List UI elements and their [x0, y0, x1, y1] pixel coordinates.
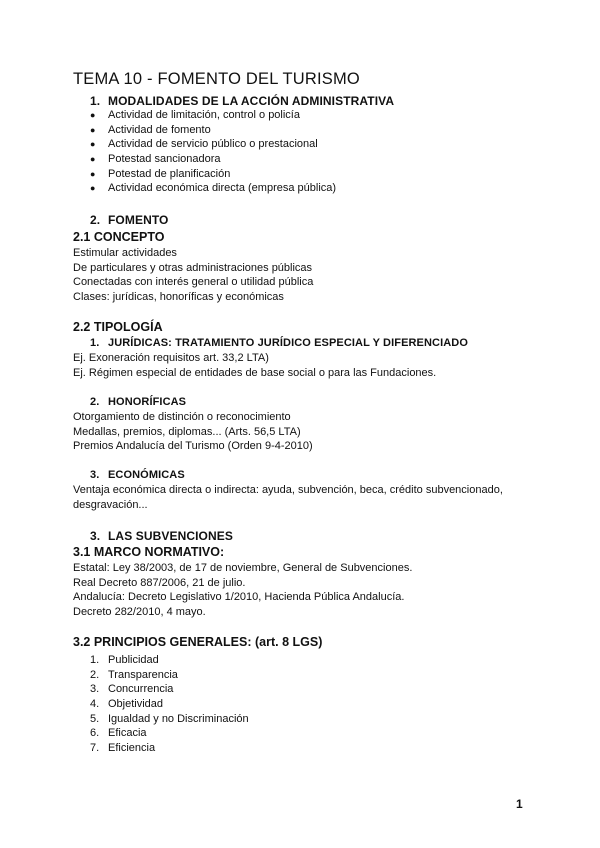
list-item: ● Actividad de fomento: [90, 123, 211, 136]
list-item: 6. Eficacia: [90, 727, 147, 740]
section-2-title: FOMENTO: [108, 213, 169, 227]
marco-normativo-text: Estatal: Ley 38/2003, de 17 de noviembre, General de Subvenciones. Real Decreto 887/2006, 21 de julio. Andalucía: Decreto Legislativo 1/2010, Hacienda Pública Andalucía. Decreto 282/2010, 4 mayo.: [73, 562, 413, 619]
list-item: ● Actividad de servicio público o prestacional: [90, 138, 318, 151]
honorificas-text: Otorgamiento de distinción o reconocimiento Medallas, premios, diplomas... (Arts. 56,5 LTA) Premios Andalucía del Turismo (Orden 9-4-2010): [73, 411, 313, 453]
list-item: ● Potestad de planificación: [90, 167, 231, 180]
concepto-heading: 2.1 CONCEPTO: [73, 230, 165, 244]
bullet-icon: ●: [90, 110, 96, 120]
juridicas-heading: 1. JURÍDICAS: TRATAMIENTO JURÍDICO ESPECIAL Y DIFERENCIADO: [90, 337, 468, 349]
marco-normativo-heading: 3.1 MARCO NORMATIVO:: [73, 545, 225, 559]
list-item: ● Actividad económica directa (empresa pública): [90, 182, 337, 195]
section-1-heading: [90, 94, 394, 108]
principios-list: [90, 653, 249, 756]
section-2-heading: [90, 213, 168, 227]
bullet-icon: ●: [90, 154, 96, 165]
economicas-text: Ventaja económica directa o indirecta: ayuda, subvención, beca, crédito subvencionado, desgravación...: [73, 484, 503, 511]
section-3-number: 3.: [90, 529, 101, 543]
list-item: 5. Igualdad y no Discriminación: [90, 712, 249, 725]
section-2-number: 2.: [90, 213, 101, 227]
section-1-number: 1.: [90, 94, 101, 108]
page-number: 1: [516, 797, 523, 811]
list-item: 2. Transparencia: [90, 668, 178, 681]
list-item: 1. Publicidad: [90, 654, 159, 666]
document-title: TEMA 10 - FOMENTO DEL TURISMO: [73, 70, 360, 88]
list-item: ● Potestad sancionadora: [90, 153, 221, 166]
section-3-title: LAS SUBVENCIONES: [108, 529, 233, 543]
bullet-icon: ●: [90, 168, 96, 179]
economicas-heading: 3. ECONÓMICAS: [90, 469, 185, 481]
list-item: 3. Concurrencia: [90, 683, 174, 696]
list-item: ● Actividad de limitación, control o policía: [90, 109, 300, 121]
bullet-icon: ●: [90, 183, 96, 194]
list-item: 7. Eficiencia: [90, 742, 156, 755]
bullet-icon: ●: [90, 124, 96, 135]
honorificas-heading: 2. HONORÍFICAS: [90, 396, 187, 408]
concepto-text: Estimular actividades De particulares y otras administraciones públicas Conectadas con interés general o utilidad pública Clases: jurídicas, honoríficas y económicas: [73, 247, 314, 304]
principios-heading: 3.2 PRINCIPIOS GENERALES: (art. 8 LGS): [73, 635, 323, 649]
section-1-title: MODALIDADES DE LA ACCIÓN ADMINISTRATIVA: [108, 94, 395, 108]
juridicas-text: Ej. Exoneración requisitos art. 33,2 LTA) Ej. Régimen especial de entidades de base social o para las Fundaciones.: [73, 352, 437, 379]
list-item: 4. Objetividad: [90, 698, 164, 711]
bullet-icon: ●: [90, 139, 96, 150]
section-1-bullet-list: [90, 108, 336, 196]
section-3-heading: [90, 529, 233, 543]
tipologia-heading: 2.2 TIPOLOGÍA: [73, 320, 163, 334]
